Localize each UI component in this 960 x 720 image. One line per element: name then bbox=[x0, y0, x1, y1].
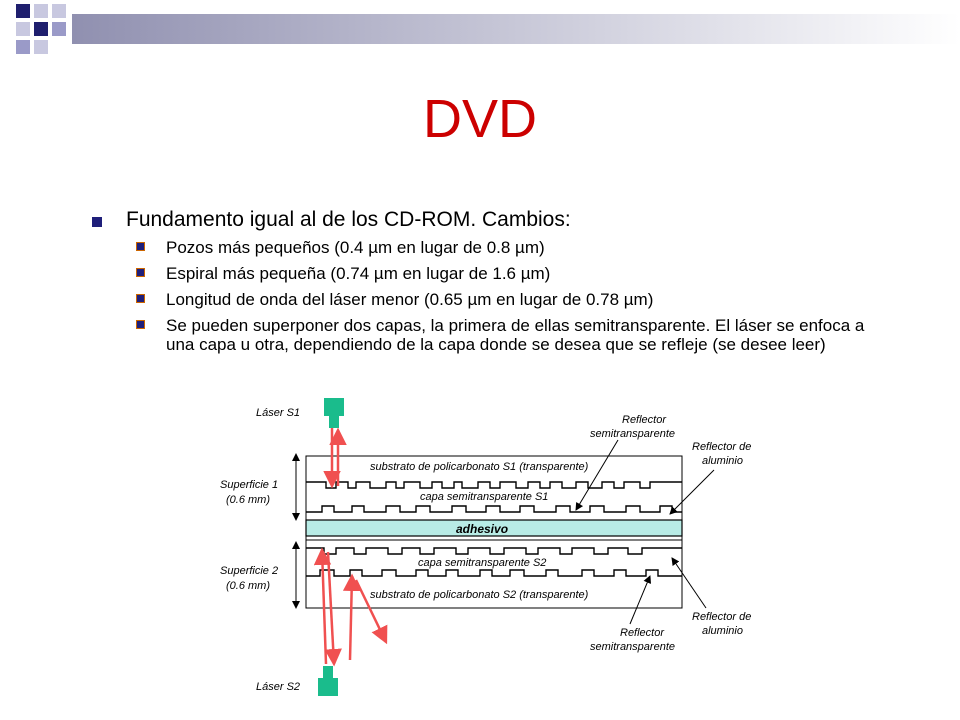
sub-bullet-text: Pozos más pequeños (0.4 µm en lugar de 0.8 µm) bbox=[166, 238, 545, 257]
sub-bullet bbox=[126, 238, 890, 257]
laser-s2-label: Láser S2 bbox=[256, 681, 301, 693]
hollow-square-bullet-icon bbox=[136, 320, 145, 329]
superficie2-label: Superficie 2 bbox=[220, 565, 279, 577]
laser-s1-nozzle bbox=[329, 416, 339, 428]
sub-bullet bbox=[126, 264, 890, 283]
substrate-s1-label: substrato de policarbonato S1 (transparente) bbox=[370, 461, 589, 473]
reflector-semi-bot-label-2: semitransparente bbox=[590, 641, 675, 653]
sub-bullet-text: Longitud de onda del láser menor (0.65 µm en lugar de 0.78 µm) bbox=[166, 290, 654, 309]
sub-bullet-text: Se pueden superponer dos capas, la primera de ellas semitransparente. El láser se enfoca a una capa u otra, dependiendo de la capa donde se desea que se refleje (se desee leer) bbox=[166, 316, 865, 354]
laser-s2-nozzle bbox=[323, 666, 333, 678]
sub-bullet bbox=[126, 316, 890, 354]
decorative-header bbox=[0, 0, 960, 60]
laser-s1-label: Láser S1 bbox=[256, 407, 301, 419]
laser-s1-icon bbox=[324, 398, 344, 416]
superficie1-thickness: (0.6 mm) bbox=[226, 494, 270, 506]
bullet-list bbox=[90, 208, 890, 362]
laser-s2-icon bbox=[318, 678, 338, 696]
reflector-al-top-label: Reflector de bbox=[692, 441, 752, 453]
hollow-square-bullet-icon bbox=[136, 268, 145, 277]
reflector-al-top-label-2: aluminio bbox=[702, 455, 743, 467]
sub-bullet-list bbox=[126, 238, 890, 354]
hollow-square-bullet-icon bbox=[136, 294, 145, 303]
main-bullet bbox=[90, 208, 890, 354]
substrate-s2-label: substrato de policarbonato S2 (transparente) bbox=[370, 589, 589, 601]
superficie2-thickness: (0.6 mm) bbox=[226, 580, 270, 592]
slide-title: DVD bbox=[422, 89, 537, 149]
reflector-semi-top-label-2: semitransparente bbox=[590, 428, 675, 440]
superficie1-label: Superficie 1 bbox=[220, 479, 279, 491]
dvd-layers-diagram bbox=[210, 390, 770, 705]
layer-s2-label: capa semitransparente S2 bbox=[418, 557, 547, 569]
hollow-square-bullet-icon bbox=[136, 242, 145, 251]
adhesive-label: adhesivo bbox=[456, 522, 509, 536]
reflector-al-bot-label: Reflector de bbox=[692, 611, 752, 623]
sub-bullet-text: Espiral más pequeña (0.74 µm en lugar de 1.6 µm) bbox=[166, 264, 551, 283]
reflector-semi-top-label: Reflector bbox=[622, 414, 667, 426]
square-bullet-icon bbox=[92, 217, 102, 227]
sub-bullet bbox=[126, 290, 890, 309]
main-bullet-text: Fundamento igual al de los CD-ROM. Cambios: bbox=[126, 208, 571, 231]
reflector-semi-bot-label: Reflector bbox=[620, 627, 665, 639]
reflector-al-bot-label-2: aluminio bbox=[702, 625, 743, 637]
layer-s1-label: capa semitransparente S1 bbox=[420, 491, 549, 503]
